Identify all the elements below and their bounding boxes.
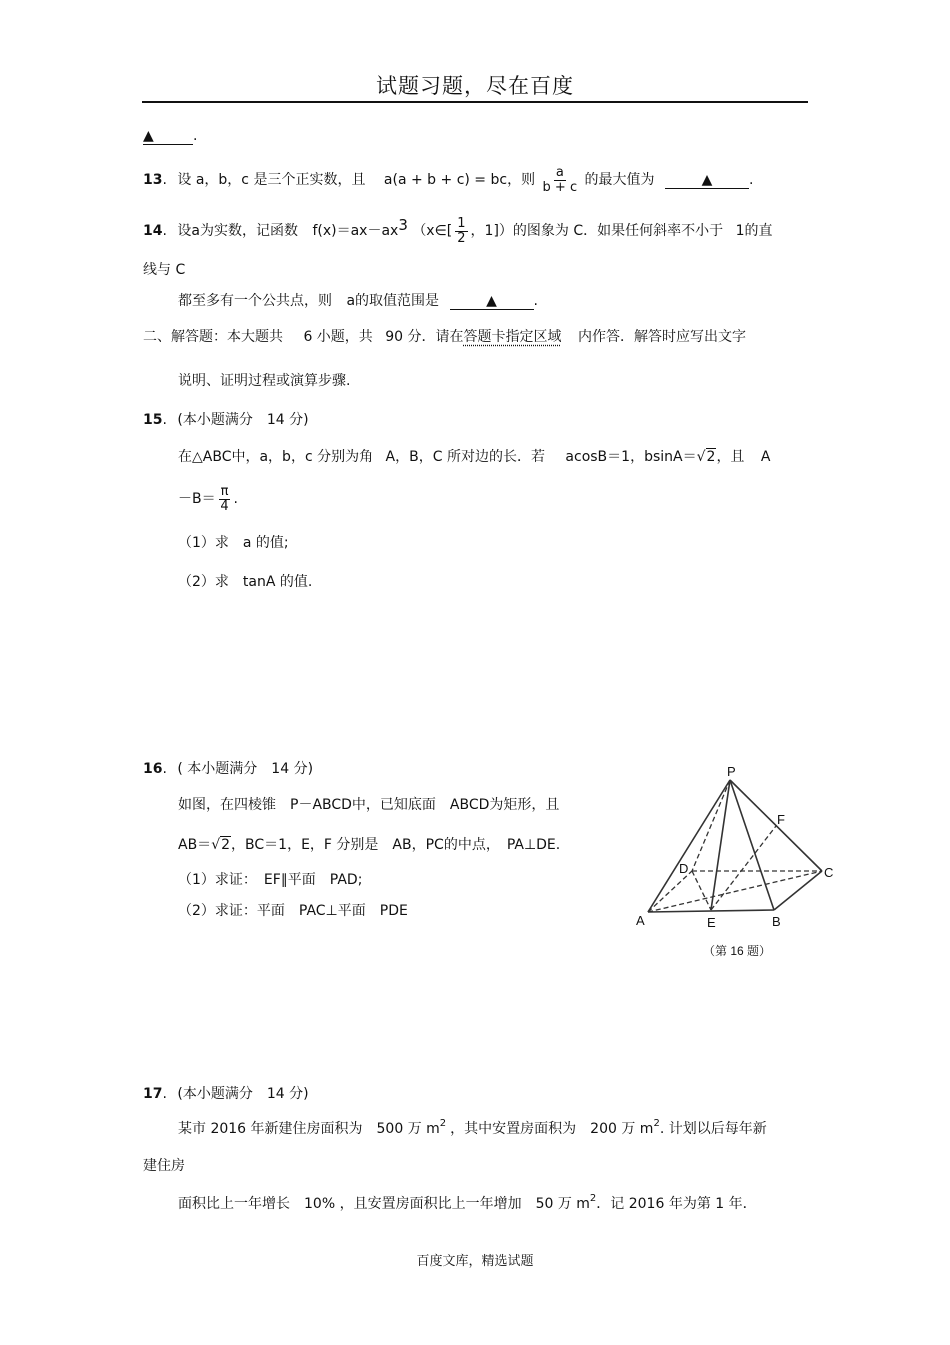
question-13: 13. 设 a，b，c 是三个正实数，且 a(a + b + c) = bc，则 $\frac{a}{b + c}$ 的最大值为 ▲ .	[143, 164, 754, 195]
label-B: B	[772, 914, 781, 929]
superscript: 2	[653, 1118, 660, 1129]
frac-numerator: π	[220, 483, 229, 499]
section-text-d: 内作答．解答时应写出文字	[577, 329, 746, 345]
sqrt-value: 2	[221, 837, 231, 853]
q14-exponent: 3	[398, 216, 408, 234]
frac-numerator: 1	[457, 215, 466, 231]
q17-line3	[178, 1193, 757, 1213]
label-D: D	[679, 861, 689, 876]
edge-PD	[692, 780, 730, 871]
frac-denominator: 4	[220, 498, 229, 514]
q16-line2	[178, 834, 560, 854]
triangle-icon: ▲	[701, 172, 713, 188]
q15-text-e: A	[760, 449, 771, 465]
question-number: 13	[143, 172, 163, 188]
prev-answer-line	[143, 128, 197, 145]
q15-part2: （2）求 tanA 的值.	[178, 574, 313, 590]
period: .	[193, 128, 198, 144]
q13-text: 设 a，b，c 是三个正实数，且	[177, 172, 366, 188]
label-E: E	[707, 915, 716, 930]
q14-domain: （x∈[	[412, 223, 453, 239]
q14-line2: 线与 C	[143, 262, 186, 278]
q17-score: (本小题满分 14 分)	[177, 1086, 309, 1102]
q17-text-b: ，其中安置房面积为 200 万 m	[450, 1121, 654, 1137]
question-14: 14. 设a为实数，记函数 f(x)＝ax－ax3 （x∈[ $\frac{1}{2}$ ，1]）的图象为 C．如果任何斜率不小于 1的直	[143, 215, 773, 246]
superscript: 2	[589, 1193, 597, 1204]
section-text-b: 6 小题，共	[303, 329, 373, 345]
triangle-icon: ▲	[486, 293, 497, 309]
q16-line1: 如图，在四棱锥 P－ABCD中，已知底面 ABCD为矩形，且	[178, 797, 560, 813]
q17-text-e: ．记 2016 年为第 1 年．	[596, 1196, 757, 1212]
q15-line2	[178, 482, 238, 516]
q15-score: (本小题满分 14 分)	[177, 412, 309, 428]
edge-PE	[711, 780, 730, 910]
period: .	[233, 491, 238, 507]
edge-PC	[730, 780, 822, 871]
q15-text-f: －B＝	[178, 491, 216, 507]
page-header: 试题习题，尽在百度	[376, 74, 574, 98]
label-F: F	[777, 812, 785, 827]
q14-line3-text: 都至多有一个公共点，则	[178, 293, 332, 309]
section-text-a: 二、解答题：本大题共	[143, 329, 283, 345]
q15-fraction	[219, 485, 231, 514]
edge-AB	[648, 910, 774, 912]
section-emphasis: 答题卡指定区域	[463, 329, 562, 345]
q15-text-a: 在△ABC中，a，b，c 分别为角	[178, 449, 374, 465]
q15-text-d: ，且	[716, 449, 745, 465]
frac-numerator: a	[555, 164, 564, 180]
q14-function: f(x)＝ax－ax	[312, 223, 399, 239]
q17-text-a: 某市 2016 年新建住房面积为 500 万 m	[178, 1121, 440, 1137]
q17-text-c: . 计划以后每年新	[659, 1121, 767, 1137]
q13-text-b: 的最大值为	[584, 172, 655, 188]
question-15-head: 15. (本小题满分 14 分)	[143, 412, 309, 428]
q15-part1: （1）求 a 的值;	[178, 535, 289, 551]
q14-fraction	[455, 217, 467, 246]
q16-text-b: ，BC＝1，E，F 分别是 AB，PC的中点， PA⊥DE.	[231, 837, 561, 853]
period: .	[533, 293, 538, 309]
answer-blank	[665, 173, 749, 189]
q16-part1: （1）求证： EF∥平面 PAD;	[178, 872, 363, 888]
q14-text-b: 1的直	[735, 223, 773, 239]
section-2-heading	[143, 326, 746, 346]
question-16-head: 16. ( 本小题满分 14 分)	[143, 761, 314, 777]
header-rule	[142, 101, 808, 103]
q16-part2: （2）求证：平面 PAC⊥平面 PDE	[178, 903, 408, 919]
pyramid-figure	[630, 760, 845, 965]
q17-line1	[178, 1118, 767, 1138]
q13-fraction	[543, 166, 578, 195]
page-footer: 百度文库，精选试题	[416, 1254, 534, 1269]
q15-text-c: acosB＝1，bsinA＝	[565, 449, 697, 465]
label-P: P	[727, 764, 736, 779]
edge-PA	[648, 780, 730, 912]
q13-equation: a(a + b + c) = bc，则	[383, 172, 536, 188]
period: .	[749, 172, 754, 188]
sqrt-value: 2	[706, 449, 716, 465]
label-A: A	[636, 913, 645, 928]
q16-text-a: AB＝	[178, 837, 212, 853]
answer-blank	[450, 294, 534, 310]
section-2-line2: 说明、证明过程或演算步骤.	[178, 373, 351, 389]
question-number: 15	[143, 412, 163, 428]
q14-line3	[178, 290, 538, 310]
q17-text-d: 面积比上一年增长 10% ，且安置房面积比上一年增加 50 万 m	[178, 1196, 590, 1212]
q14-domain-b: ，1]）的图象为 C．如果任何斜率不小于	[470, 223, 724, 239]
answer-blank	[143, 129, 193, 145]
question-number: 16	[143, 761, 163, 777]
section-text-c: 90 分．请在	[385, 329, 464, 345]
question-number: 17	[143, 1086, 163, 1102]
q16-score: ( 本小题满分 14 分)	[177, 761, 314, 777]
q17-line2: 建住房	[143, 1158, 185, 1174]
sqrt-icon: √2	[211, 837, 231, 853]
figure-caption: （第 16 题）	[703, 944, 772, 958]
segment-DE	[692, 871, 711, 910]
q14-line3b-text: a的取值范围是	[346, 293, 440, 309]
question-17-head: 17. (本小题满分 14 分)	[143, 1086, 309, 1102]
q15-line1	[178, 446, 770, 466]
triangle-icon: ▲	[143, 128, 154, 144]
label-C: C	[824, 865, 834, 880]
frac-denominator: b + c	[542, 179, 578, 195]
q15-text-b: A，B，C 所对边的长．若	[385, 449, 545, 465]
sqrt-icon: √2	[696, 449, 716, 465]
question-number: 14	[143, 223, 163, 239]
superscript: 2	[439, 1118, 447, 1129]
frac-denominator: 2	[457, 230, 466, 246]
q14-text: 设a为实数，记函数	[177, 223, 298, 239]
